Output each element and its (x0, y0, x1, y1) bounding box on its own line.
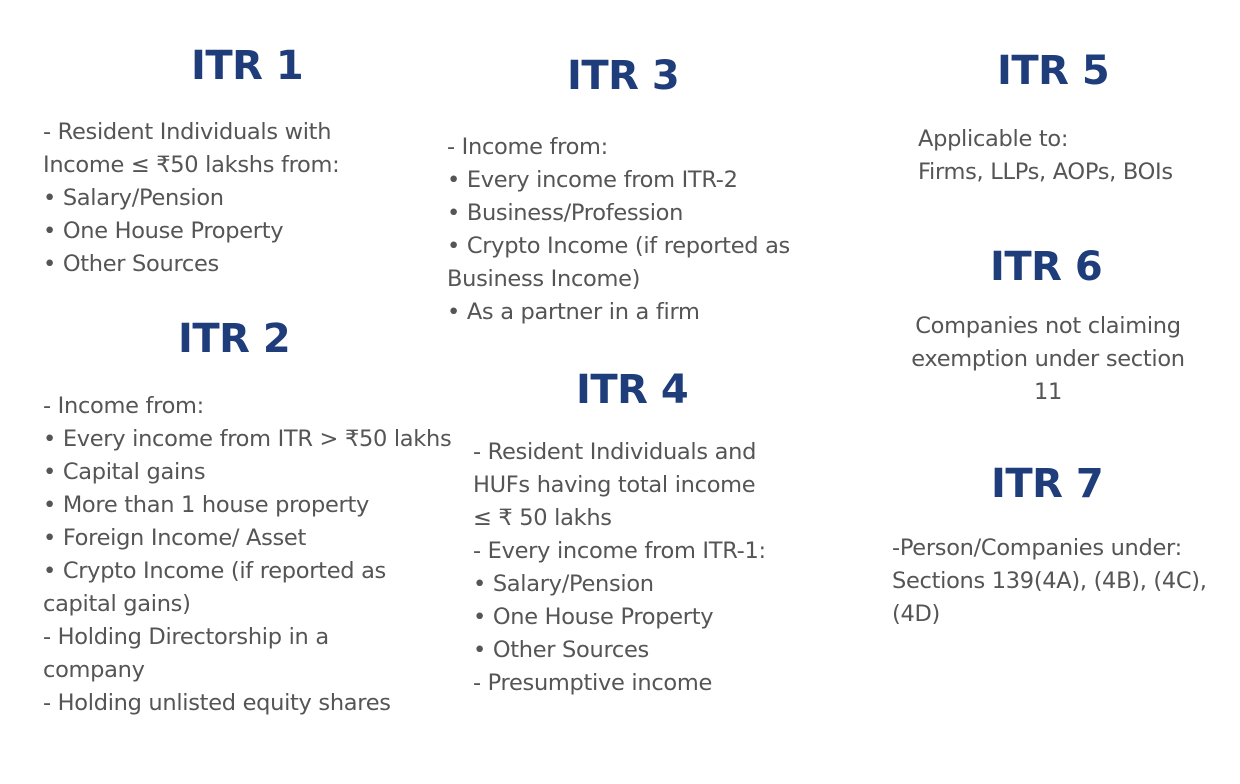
list-item: • As a partner in a firm (447, 299, 700, 325)
itr5-title: ITR 5 (997, 48, 1110, 94)
itr2-description (43, 390, 451, 720)
list-item: • One House Property (473, 604, 714, 630)
list-item: • Salary/Pension (43, 185, 224, 211)
itr6-title: ITR 6 (990, 244, 1103, 290)
itr4-description (473, 436, 766, 700)
list-item: • Other Sources (473, 637, 649, 663)
list-item: • Every income from ITR-2 (447, 167, 738, 193)
list-item: • Business/Profession (447, 200, 684, 226)
list-item: • Crypto Income (if reported as (447, 233, 790, 259)
list-item: Business Income) (447, 266, 641, 292)
list-item: • Every income from ITR > ₹50 lakhs (43, 426, 452, 452)
list-item: Firms, LLPs, AOPs, BOIs (918, 159, 1173, 185)
list-item: Income ≤ ₹50 lakshs from: (43, 152, 340, 178)
itr7-title: ITR 7 (991, 461, 1104, 507)
list-item: company (43, 657, 145, 683)
list-item: - Income from: (43, 393, 204, 419)
itr2-title: ITR 2 (178, 316, 291, 362)
list-item: - Every income from ITR-1: (473, 538, 766, 564)
list-item: HUFs having total income (473, 472, 756, 498)
list-item: 11 (1033, 379, 1063, 405)
list-item: Companies not claiming (915, 313, 1181, 339)
itr1-title: ITR 1 (191, 43, 304, 89)
list-item: • Other Sources (43, 251, 219, 277)
list-item: - Resident Individuals and (473, 439, 757, 465)
list-item: -Person/Companies under: (892, 535, 1182, 561)
itr1-description (43, 116, 339, 281)
list-item: • Capital gains (43, 459, 206, 485)
itr3-title: ITR 3 (567, 53, 680, 99)
list-item: • Foreign Income/ Asset (43, 525, 307, 551)
list-item: - Holding Directorship in a (43, 624, 329, 650)
list-item: - Holding unlisted equity shares (43, 690, 391, 716)
list-item: ≤ ₹ 50 lakhs (473, 505, 612, 531)
itr5-description (918, 123, 1173, 189)
itr3-description (447, 131, 790, 329)
list-item: • Salary/Pension (473, 571, 654, 597)
list-item: capital gains) (43, 591, 191, 617)
list-item: • More than 1 house property (43, 492, 370, 518)
list-item: - Resident Individuals with (43, 119, 332, 145)
itr6-description (898, 310, 1198, 409)
list-item: - Presumptive income (473, 670, 713, 696)
list-item: (4D) (892, 601, 940, 627)
list-item: exemption under section (911, 346, 1185, 372)
list-item: • Crypto Income (if reported as (43, 558, 386, 584)
list-item: Applicable to: (918, 126, 1069, 152)
itr4-title: ITR 4 (576, 367, 689, 413)
itr7-description (892, 532, 1207, 631)
list-item: Sections 139(4A), (4B), (4C), (892, 568, 1207, 594)
list-item: • One House Property (43, 218, 284, 244)
list-item: - Income from: (447, 134, 608, 160)
